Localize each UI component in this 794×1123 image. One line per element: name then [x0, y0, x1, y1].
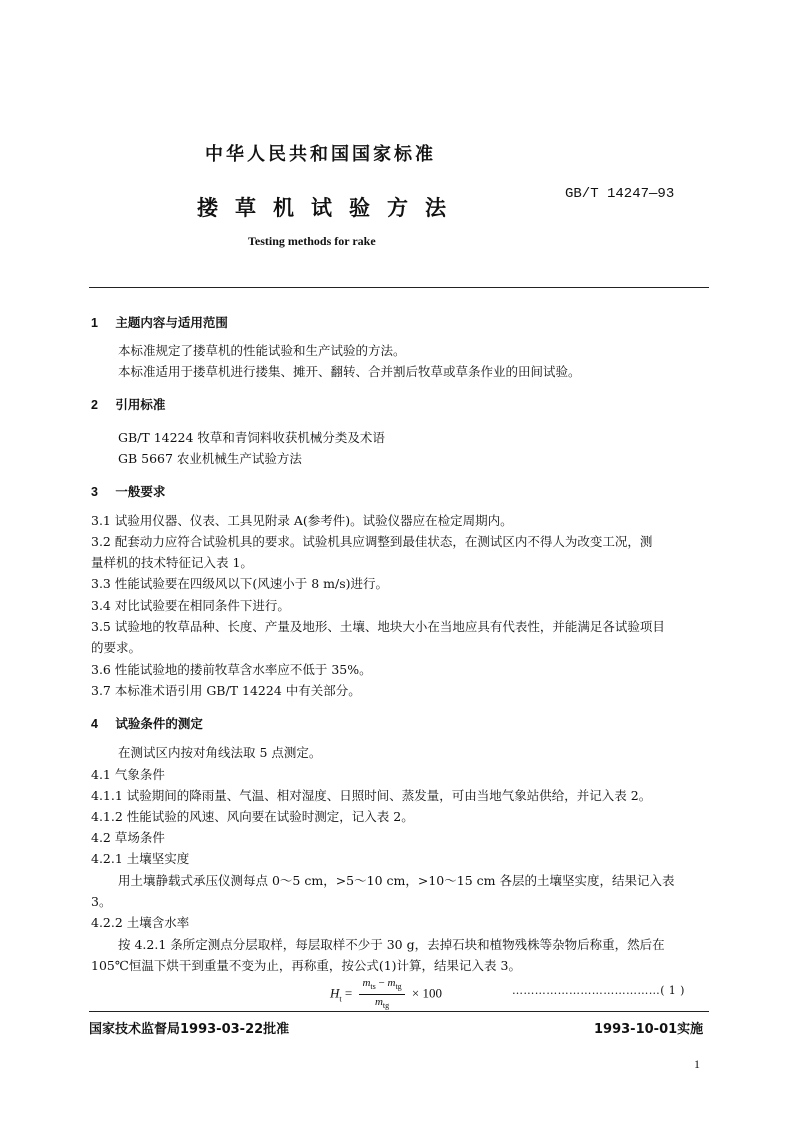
section-3-heading: 3 一般要求 [91, 484, 166, 499]
formula-1: $H_t$ = $\frac{m_{ts} - m_{tg}}{m_{tg}}$ × 100 [330, 976, 442, 1013]
section-1-heading: 1 主题内容与适用范围 [91, 315, 228, 330]
clause-4-2: 4.2 草场条件 [91, 830, 165, 845]
clause-3-5-cont: 的要求。 [91, 640, 142, 655]
equation-number: ( 1 ) [660, 984, 685, 997]
clause-4-2-1: 4.2.1 土壤坚实度 [91, 851, 190, 866]
org-title: 中华人民共和国国家标准 [205, 144, 436, 165]
reference-1: GB/T 14224 牧草和青饲料收获机械分类及术语 [118, 430, 385, 445]
doc-title: 搂草机试验方法 [197, 196, 463, 220]
clause-4-2-1-body-cont: 3。 [91, 894, 112, 909]
clause-3-3: 3.3 性能试验要在四级风以下(风速小于 8 m/s)进行。 [91, 576, 388, 591]
clause-3-6: 3.6 性能试验地的搂前牧草含水率应不低于 35%。 [91, 662, 372, 677]
section-4-intro: 在测试区内按对角线法取 5 点测定。 [118, 745, 322, 760]
section-4-heading: 4 试验条件的测定 [91, 716, 203, 731]
clause-3-5: 3.5 试验地的牧草品种、长度、产量及地形、土壤、地块大小在当地应具有代表性，并能满足各试验项目 [91, 619, 665, 634]
section-1-para-2: 本标准适用于搂草机进行搂集、摊开、翻转、合并割后牧草或草条作业的田间试验。 [118, 364, 581, 379]
page-number: 1 [694, 1057, 700, 1071]
footer-divider [89, 1011, 709, 1012]
clause-4-2-2-body-cont: 105℃恒温下烘干到重量不变为止，再称重，按公式(1)计算，结果记入表 3。 [91, 958, 521, 973]
formula-leader: …………………………………( 1 ) [512, 984, 685, 997]
clause-3-7: 3.7 本标准术语引用 GB/T 14224 中有关部分。 [91, 683, 361, 698]
clause-4-2-2-body: 按 4.2.1 条所定测点分层取样，每层取样不少于 30 g，去掉石块和植物残株等杂物后称重，然后在 [118, 937, 665, 952]
reference-2: GB 5667 农业机械生产试验方法 [118, 451, 302, 466]
clause-4-2-1-body: 用土壤静载式承压仪测每点 0～5 cm，>5～10 cm，>10～15 cm 各层的土壤坚实度，结果记入表 [118, 873, 675, 888]
section-1-para-1: 本标准规定了搂草机的性能试验和生产试验的方法。 [118, 343, 406, 358]
clause-3-2-cont: 量样机的技术特征记入表 1。 [91, 555, 253, 570]
formula-fraction: $\frac{m_{ts} - m_{tg}}{m_{tg}}$ [359, 976, 404, 1013]
issue-date: 国家技术监督局1993-03-22批准 [89, 1022, 290, 1037]
clause-3-4: 3.4 对比试验要在相同条件下进行。 [91, 598, 290, 613]
clause-3-2: 3.2 配套动力应符合试验机具的要求。试验机具应调整到最佳状态，在测试区内不得人为改变工况，测 [91, 534, 653, 549]
clause-4-1-1: 4.1.1 试验期间的降雨量、气温、相对湿度、日照时间、蒸发量，可由当地气象站供给，并记入表 2。 [91, 788, 652, 803]
clause-4-1: 4.1 气象条件 [91, 767, 165, 782]
effective-date: 1993-10-01实施 [594, 1022, 704, 1037]
clause-4-1-2: 4.1.2 性能试验的风速、风向要在试验时测定，记入表 2。 [91, 809, 414, 824]
header-divider [89, 287, 709, 288]
standard-number: GB/T 14247—93 [565, 186, 675, 202]
clause-3-1: 3.1 试验用仪器、仪表、工具见附录 A(参考件)。试验仪器应在检定周期内。 [91, 513, 513, 528]
section-2-heading: 2 引用标准 [91, 397, 166, 412]
english-title: Testing methods for rake [248, 234, 376, 248]
clause-4-2-2: 4.2.2 土壤含水率 [91, 915, 190, 930]
